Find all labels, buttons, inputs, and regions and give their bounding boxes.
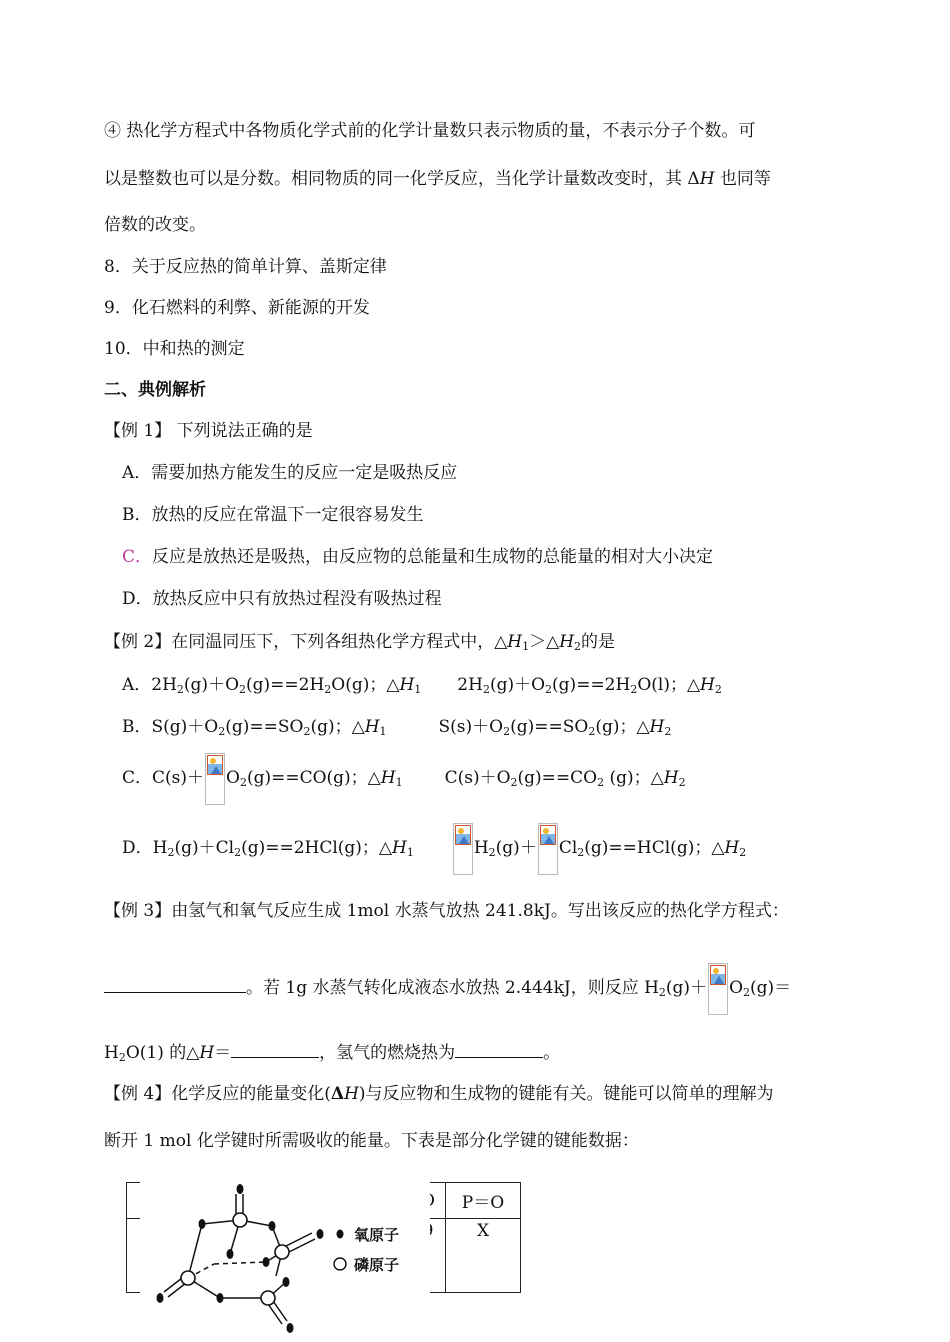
- fraction-image-icon: [708, 963, 728, 1015]
- ex4-line2: 断开 1 mol 化学键时所需吸收的能量。下表是部分化学键的键能数据：: [104, 1131, 639, 1151]
- ex2-option-a: A．$2H_2(g)+O_2(g)==2H_2O(g)$；$\triangle H_1$ $2H_2(g)+O_2(g)==2H_2O(l)$；$\triangle H_2$: [122, 675, 722, 696]
- molecule-figure: [140, 1180, 430, 1340]
- ex2-title: 【例 2】在同温同压下，下列各组热化学方程式中，$\triangle H_1>\triangle H_2$的是: [104, 632, 616, 653]
- list-item-10: 10．中和热的测定: [104, 339, 245, 359]
- ex1-option-b: B．放热的反应在常温下一定很容易发生: [122, 505, 424, 525]
- list-item-8: 8．关于反应热的简单计算、盖斯定律: [104, 257, 387, 277]
- ex1-title: 【例 1】 下列说法正确的是: [104, 421, 313, 441]
- ex2-option-b: B．$S(g)+O_2(g)==SO_2(g)$；$\triangle H_1$ $S(s)+O_2(g)==SO_2(g)$；$\triangle H_2$: [122, 717, 672, 738]
- table-header-cell: O: [411, 1183, 446, 1219]
- item4-line2: 以是整数也可以是分数。相同物质的同一化学反应，当化学计量数改变时，其 ΔH 也同等: [104, 169, 771, 189]
- list-item-9: 9．化石燃料的利弊、新能源的开发: [104, 298, 370, 318]
- section-title: 二、典例解析: [104, 380, 206, 400]
- ex3-line3: $H_2O(1)$ 的△H＝ ，氢气的燃烧热为 。: [104, 1043, 561, 1064]
- table-cell: X: [446, 1219, 521, 1293]
- ex3-line2: 。若 1g 水蒸气转化成液态水放热 2.444kJ，则反应 $H_2(g)+$ $O_2(g)=$: [104, 962, 791, 1015]
- legend-phosphorus: 磷原子: [354, 1256, 400, 1274]
- ex1-option-a: A．需要加热方能发生的反应一定是吸热反应: [122, 463, 458, 483]
- fraction-image-icon: [453, 823, 473, 875]
- fraction-image-icon: [205, 753, 225, 805]
- answer-label: C．: [122, 547, 153, 567]
- ex2-option-d: D．$H_2(g)+Cl_2(g)==2HCl(g)$；$\triangle H_1$ $H_2(g)+$ $Cl_2(g)==HCl(g)$；$\triangle H_2$: [122, 822, 746, 875]
- fraction-image-icon: [538, 823, 558, 875]
- item4-line3: 倍数的改变。: [104, 215, 206, 235]
- item4-line1: ④ 热化学方程式中各物质化学式前的化学计量数只表示物质的量，不表示分子个数。可: [104, 121, 756, 141]
- table-header-cell: P＝O: [446, 1183, 521, 1219]
- answer-blank[interactable]: [231, 1041, 319, 1058]
- answer-blank[interactable]: [104, 976, 246, 993]
- legend-oxygen: 氧原子: [354, 1226, 400, 1244]
- ex1-option-d: D．放热反应中只有放热过程没有吸热过程: [122, 589, 442, 609]
- answer-blank[interactable]: [455, 1041, 543, 1058]
- ex4-line1: 【例 4】化学反应的能量变化(ΔH)与反应物和生成物的键能有关。键能可以简单的理解为: [104, 1084, 774, 1104]
- ex3-title: 【例 3】由氢气和氧气反应生成 1mol 水蒸气放热 241.8kJ。写出该反应的热化学方程式：: [104, 901, 789, 921]
- ex1-option-c: C．反应是放热还是吸热，由反应物的总能量和生成物的总能量的相对大小决定: [122, 547, 714, 567]
- ex2-option-c: C．C(s)＋ $O_2(g)==CO(g)$；$\triangle H_1$ $C(s)+O_2(g)==CO_2$ (g)；$\triangle H_2$: [122, 752, 686, 805]
- table-cell: 9: [411, 1219, 446, 1293]
